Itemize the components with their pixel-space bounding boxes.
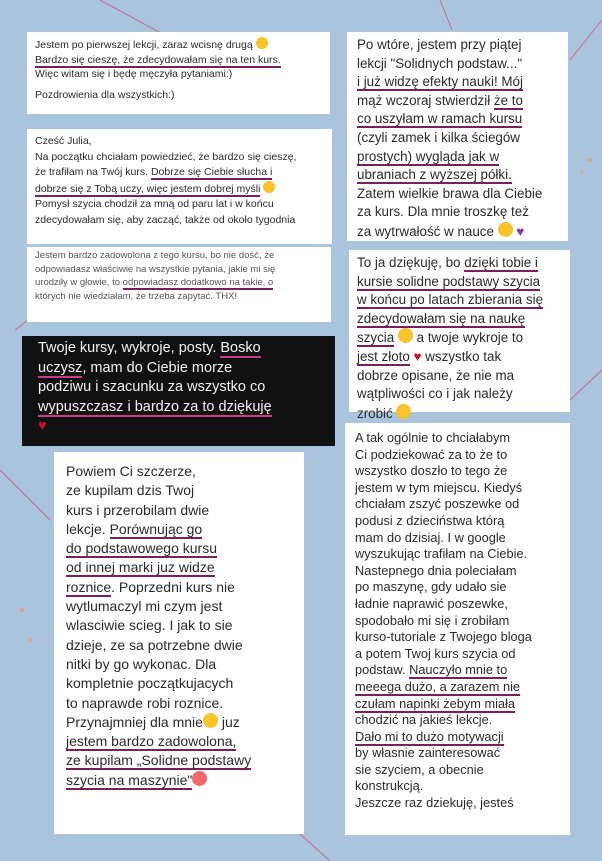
text-line: Jestem po pierwszej lekcji, zaraz wcisnę drugą (35, 39, 253, 51)
highlighted-text: co uszyłam w ramach kursu (357, 111, 523, 127)
highlighted-text: jest złoto (357, 348, 410, 364)
testimonial-card-1 (27, 32, 330, 114)
highlighted-text: ubraniach z wyższej półki. (357, 167, 512, 183)
smile-emoji-icon (256, 37, 268, 49)
highlighted-text: Dobrze się Ciebie słucha i (150, 166, 273, 178)
highlighted-text: szycia na maszynie" (66, 771, 193, 788)
text-line: Przynajmniej dla mnie (66, 713, 203, 730)
text-line: Pozdrowienia dla wszystkich:) (35, 88, 175, 101)
heart-emoji-icon: ♥ (38, 418, 47, 434)
text-line: kurso-tutoriale z Twojego bloga (355, 629, 532, 645)
text-line: za kurs. Dla mnie troszkę też (357, 204, 529, 220)
text-line: Twoje kursy, wykroje, posty. (38, 340, 221, 356)
text-line: podstaw. (355, 662, 410, 678)
text-line: chciałam zszyć poszewke od (355, 496, 520, 512)
text-line: chodzić na jakieś lekcje. (355, 712, 493, 728)
text-line: Cześć Julia, (35, 135, 92, 147)
text-line: Powiem Ci szczerze, (66, 463, 196, 479)
highlighted-text: do podstawowego kursu (66, 540, 217, 557)
highlighted-text: Dało mi to dużo motywacji (355, 728, 504, 744)
smile-emoji-icon (203, 713, 218, 728)
text-line: zrobić (357, 405, 393, 421)
text-line: wlasciwie scieg. I jak to sie (66, 617, 233, 634)
text-line: podziwu i szacunku za wszystko co (38, 379, 266, 395)
testimonial-card-8 (345, 423, 570, 835)
text-line: Pomysł szycia chodził za mną od paru lat i w końcu (35, 198, 274, 210)
sunglasses-emoji-icon (498, 222, 513, 237)
text-line: konstrukcją. (355, 778, 424, 794)
text-line: Na początku chciałam powiedzieć, że bardzo się cieszę, (35, 150, 297, 163)
text-line: a twoje wykroje to (412, 330, 524, 346)
text-line: juz (217, 713, 240, 730)
text-line: wszystko tak (421, 348, 502, 364)
highlighted-text: zdecydowałam się na naukę (357, 310, 526, 326)
text-line: mam do dzisiaj. I w google (355, 529, 506, 545)
text-line: po maszynę, gdy udało sie (355, 579, 507, 595)
text-line: To ja dziękuję, bo (357, 255, 465, 270)
highlighted-text: od innej marki juz widze (66, 559, 215, 576)
text-line: jestem w tym miejscu. Kiedyś (355, 479, 523, 495)
text-line: za wytrwałość w nauce (357, 223, 494, 239)
highlighted-text: szycia (357, 330, 395, 346)
testimonial-card-5 (54, 452, 304, 834)
highlighted-text: Porównując go (109, 520, 203, 537)
text-line: że trafiłam na Twój kurs. (35, 166, 151, 178)
highlighted-text: ze kupilam „Solidne podstawy (66, 752, 252, 769)
text-line: lekcji "Solidnych podstaw..." (357, 55, 523, 71)
text-line: nitki by go wykonac. Dla (66, 655, 217, 672)
text-line: wytlumaczyl mi czym jest (66, 598, 223, 615)
text-line: ładnie naprawić poszewke, (355, 595, 508, 611)
highlighted-text: roznice (66, 578, 112, 595)
text-line: ze kupilam dzis Twoj (66, 482, 195, 499)
testimonial-card-3 (27, 247, 331, 322)
highlighted-text: uczysz (38, 359, 83, 376)
smile-emoji-icon (396, 404, 411, 419)
text-line: A tak ogólnie to chciałabym (355, 430, 511, 445)
grin-emoji-icon (398, 328, 413, 343)
text-line: Zatem wielkie brawa dla Ciebie (357, 185, 543, 201)
testimonial-card-4 (22, 336, 335, 446)
text-line: wyszukując trafiłam na Ciebie. (355, 546, 528, 562)
highlighted-text: prostych) wygląda jak w (357, 148, 500, 164)
text-line: Jestem bardzo zadowolona z tego kursu, bo nie dość, że (35, 250, 275, 261)
text-line: Po wtóre, jestem przy piątej (357, 37, 522, 52)
text-line: dobrze opisane, że nie ma (357, 367, 515, 383)
testimonial-card-7 (349, 250, 570, 421)
text-line: dzieje, ze sa potrzebne dwie (66, 636, 243, 653)
highlighted-text: Bosko (220, 340, 261, 356)
highlighted-text: w końcu po latach zbierania się (357, 292, 544, 308)
highlighted-text: jestem bardzo zadowolona, (66, 733, 237, 750)
text-line: , mam do Ciebie morze (82, 359, 233, 376)
testimonial-card-2 (27, 129, 332, 244)
text-line: wszystko doszło to tego że (355, 463, 508, 479)
text-line: . Poprzedni kurs nie (111, 578, 235, 595)
text-line: Jeszcze raz dziekuję, jesteś (355, 795, 514, 811)
text-line: lekcje. (66, 520, 110, 537)
smile-emoji-icon (263, 181, 275, 193)
highlighted-text: i już widzę efekty nauki! Mój (357, 74, 523, 90)
text-line: Więc witam się i będę męczyła pytaniami:) (35, 68, 233, 80)
testimonial-card-6 (347, 32, 568, 241)
text-line: podusi z dzieciństwa którą (355, 512, 505, 528)
text-line: kompletnie początkujacych (66, 675, 234, 692)
highlighted-text: dzięki tobie i (464, 255, 538, 270)
text-line: których nie wiedziałam, że trzeba zapytać. THX! (35, 290, 238, 302)
highlighted-text: dobrze się z Tobą uczy, więc jestem dobrej myśli (35, 182, 261, 195)
text-line: urodziły w głowie, to (35, 277, 123, 288)
text-line: wątpliwości co i jak należy (357, 386, 513, 402)
text-line: odpowiadasz właściwie na wszystkie pytania, jakie mi się (35, 263, 276, 275)
text-line: Nastepnego dnia poleciałam (355, 562, 517, 578)
highlighted-text: meeega dużo, a zarazem nie (355, 678, 521, 694)
text-line: (czyli zamek i kilka ściegów (357, 129, 520, 145)
highlighted-text: Nauczyło mnie to (409, 662, 508, 678)
text-line: a potem Twoj kurs szycia od (355, 645, 516, 661)
text-line: kurs i przerobilam dwie (66, 501, 210, 518)
text-line: mąż wczoraj stwierdził (357, 92, 494, 108)
highlighted-text: wypuszczasz i bardzo za to dziękuję (38, 398, 272, 415)
text-line: sie szyciem, a obecnie (355, 761, 484, 777)
text-line: zdecydowałam się, aby zacząć, także od około tygodnia (35, 213, 296, 226)
highlighted-text: czułam napinki żebym miała (355, 695, 516, 711)
heart-eyes-emoji-icon (192, 771, 207, 786)
text-line: Ci podziekować za to że to (355, 446, 508, 462)
text-line: by własnie zainteresować (355, 745, 501, 761)
highlighted-text: odpowiadasz dodatkowo na takie, o (122, 277, 274, 288)
text-line: to naprawde robi roznice. (66, 694, 224, 711)
heart-emoji-icon: ♥ (413, 348, 422, 364)
purple-heart-emoji-icon: ♥ (516, 223, 525, 239)
highlighted-text: Bardzo się cieszę, że zdecydowałam się na ten kurs. (35, 53, 281, 66)
text-line: spodobało mi się i zrobiłam (355, 612, 510, 628)
highlighted-text: kursie solidne podstawy szycia (357, 273, 541, 289)
highlighted-text: że to (493, 92, 523, 108)
